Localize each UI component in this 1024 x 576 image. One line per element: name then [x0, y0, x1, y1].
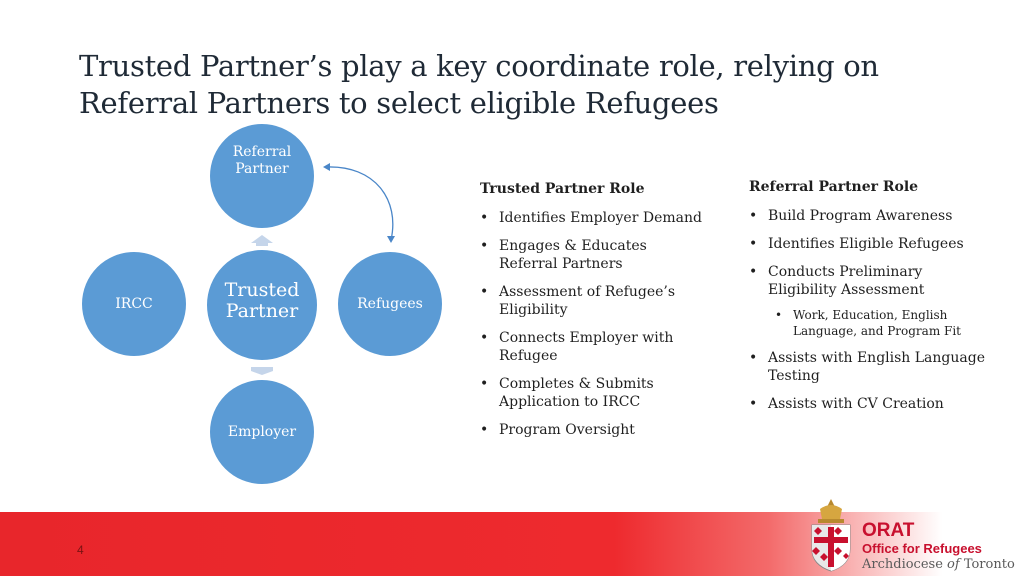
slide-title: Trusted Partner’s play a key coordinate role, relying on Referral Partners to select eligible Refugees — [79, 49, 879, 120]
list-item: • Identifies Employer Demand — [480, 209, 705, 227]
list-item: • Connects Employer with Refugee — [480, 329, 705, 365]
referral-partner-role-heading: Referral Partner Role — [749, 179, 919, 195]
list-item: • Program Oversight — [480, 421, 705, 439]
logo-toronto-part: Toronto — [959, 557, 1015, 572]
list-item: • Assists with CV Creation — [749, 395, 989, 413]
list-item: • Identifies Eligible Refugees — [749, 235, 989, 253]
list-item: • Assessment of Refugee’s Eligibility — [480, 283, 705, 319]
list-sub-item: • Work, Education, English Language, and Program Fit — [749, 307, 989, 339]
arrowhead-end — [387, 236, 395, 243]
node-employer — [210, 380, 314, 484]
trusted-partner-role-list — [480, 209, 705, 439]
referral-partner-role-list — [749, 207, 989, 413]
list-item: • Build Program Awareness — [749, 207, 989, 225]
trusted-partner-role — [480, 180, 705, 449]
orat-logo — [862, 521, 1015, 573]
node-refugees-label: Refugees — [357, 296, 423, 312]
connector-down — [251, 367, 273, 375]
logo-office-text: Office for Refugees — [862, 541, 982, 556]
logo-orat-text: ORAT — [862, 520, 915, 541]
node-trusted-partner — [204, 247, 320, 363]
connector-up — [251, 235, 273, 246]
archdiocese-crest-icon — [806, 497, 856, 573]
logo-of-part: of — [947, 557, 960, 572]
node-ircc — [82, 252, 186, 356]
node-refugees — [338, 252, 442, 356]
list-item: • Conducts Preliminary Eligibility Assessment — [749, 263, 989, 299]
curved-arrow — [326, 167, 393, 240]
arrowhead-start — [323, 163, 330, 171]
node-employer-label: Employer — [227, 424, 297, 440]
list-item: • Assists with English Language Testing — [749, 349, 989, 385]
list-item: • Engages & Educates Referral Partners — [480, 237, 705, 273]
logo-archdiocese-text — [862, 557, 1015, 573]
node-referral-partner-label: Referral Partner — [232, 144, 292, 177]
referral-partner-role — [749, 178, 989, 423]
page-number: 4 — [77, 543, 84, 557]
list-item: • Completes & Submits Application to IRCC — [480, 375, 705, 411]
node-trusted-partner-label: Trusted Partner — [224, 279, 300, 322]
logo-archdiocese-part: Archdiocese — [862, 557, 948, 572]
node-ircc-label: IRCC — [115, 296, 153, 312]
node-referral-partner — [210, 124, 314, 228]
trusted-partner-role-heading: Trusted Partner Role — [480, 181, 645, 197]
